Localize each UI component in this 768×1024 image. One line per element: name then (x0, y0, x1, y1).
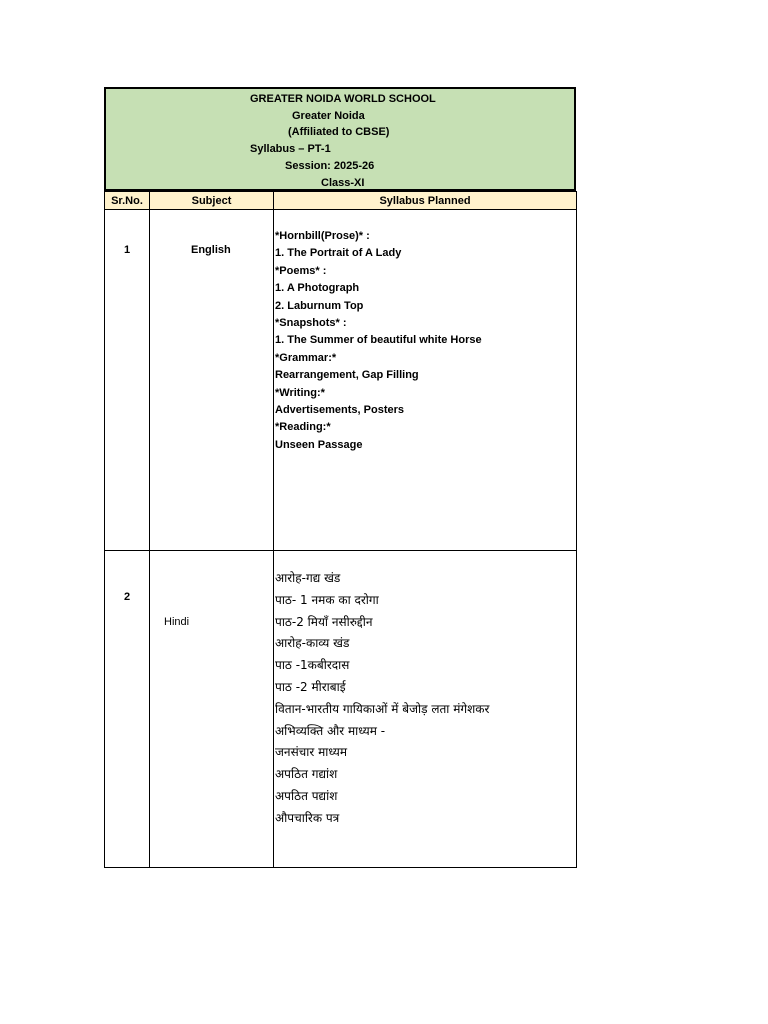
syllabus-list (275, 568, 489, 830)
subject-name: English (191, 244, 231, 256)
sr-number: 1 (123, 244, 131, 256)
table-row (105, 551, 577, 868)
list-item: *Reading:* (275, 421, 331, 434)
class-name: Class-XI (321, 177, 365, 189)
syllabus-list (275, 228, 482, 454)
table-row (105, 210, 577, 551)
subject-cell (150, 210, 274, 551)
list-item: पाठ -1कबीरदास (275, 658, 350, 673)
list-item: Rearrangement, Gap Filling (275, 369, 419, 382)
session: Session: 2025-26 (285, 160, 375, 172)
list-item: *Grammar:* (275, 351, 337, 364)
list-item: 1. A Photograph (275, 282, 360, 295)
list-item: पाठ -2 मीराबाई (275, 679, 346, 694)
list-item: जनसंचार माध्यम (275, 745, 348, 760)
list-item: *Writing:* (275, 386, 325, 399)
subject-cell (150, 551, 274, 868)
column-header-syllabus: Syllabus Planned (274, 192, 577, 210)
school-name: GREATER NOIDA WORLD SCHOOL (250, 93, 436, 105)
syllabus-title: Syllabus – PT-1 (250, 143, 331, 155)
list-item: अपठित पद्यांश (275, 788, 338, 803)
list-item: आरोह-काव्य खंड (275, 636, 350, 651)
list-item: पाठ-2 मियाँ नसीरुद्दीन (275, 614, 373, 629)
list-item: पाठ- 1 नमक का दरोगा (275, 592, 379, 607)
list-item: Unseen Passage (275, 438, 363, 451)
list-item: अपठित गद्यांश (275, 767, 338, 782)
list-item: Advertisements, Posters (275, 404, 404, 417)
column-header-srno: Sr.No. (105, 192, 150, 210)
sr-number: 2 (123, 591, 131, 603)
syllabus-table (104, 191, 577, 868)
syllabus-cell (274, 210, 577, 551)
list-item: *Poems* : (275, 264, 327, 277)
subject-name: Hindi (164, 616, 190, 628)
list-item: *Hornbill(Prose)* : (275, 230, 370, 242)
list-item: औपचारिक पत्र (275, 810, 340, 825)
list-item: *Snapshots* : (275, 317, 347, 330)
sr-cell (105, 551, 150, 868)
affiliation: (Affiliated to CBSE) (288, 126, 390, 138)
school-city: Greater Noida (292, 110, 365, 122)
table-header-row (105, 192, 577, 210)
list-item: वितान-भारतीय गायिकाओं में बेजोड़ लता मंगेशकर (275, 701, 490, 716)
syllabus-sheet (104, 87, 576, 868)
list-item: 2. Laburnum Top (275, 299, 364, 312)
sr-cell (105, 210, 150, 551)
list-item: अभिव्यक्ति और माध्यम - (275, 723, 386, 738)
list-item: 1. The Summer of beautiful white Horse (275, 334, 482, 347)
list-item: आरोह-गद्य खंड (275, 571, 341, 585)
school-header (104, 87, 576, 191)
list-item: 1. The Portrait of A Lady (275, 247, 402, 260)
column-header-subject: Subject (150, 192, 274, 210)
syllabus-cell (274, 551, 577, 868)
